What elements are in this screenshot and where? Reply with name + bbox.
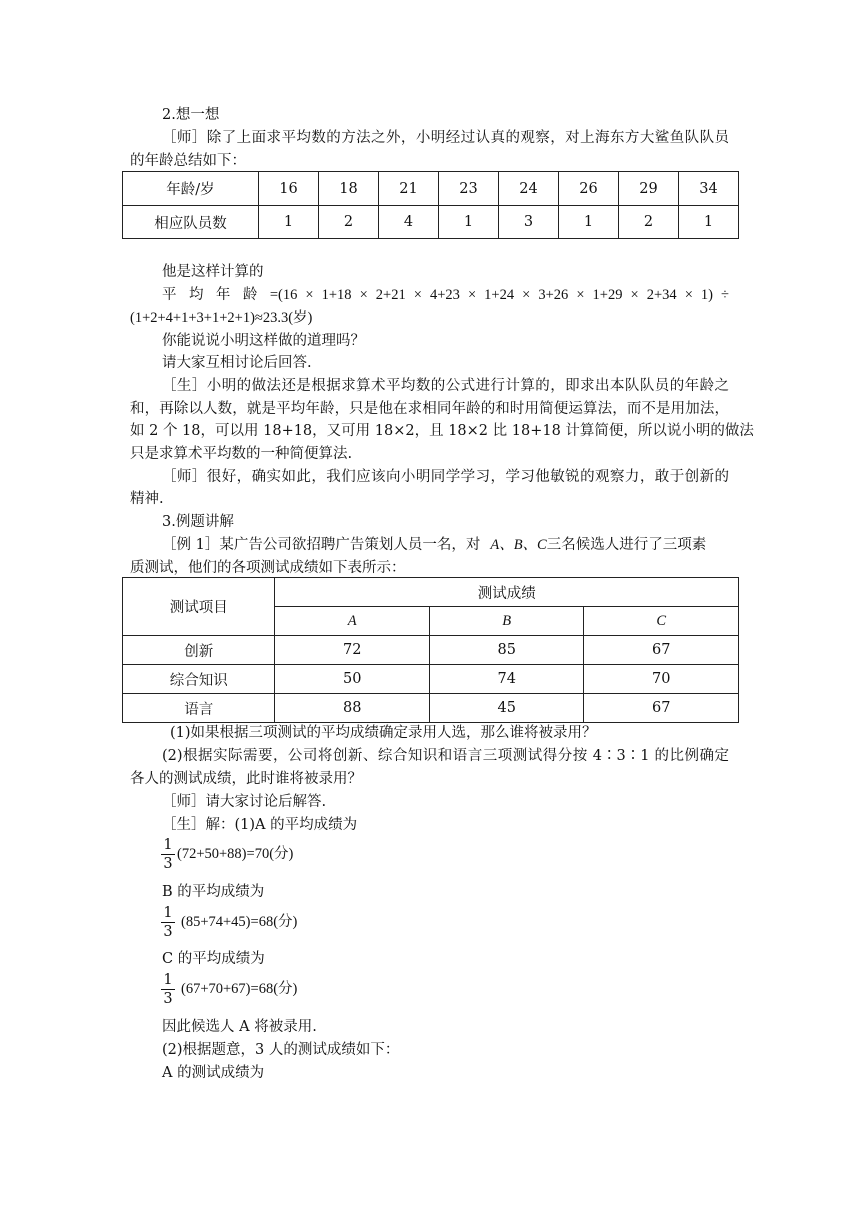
- teacher-reply-line-2: 精神.: [130, 491, 164, 507]
- candidate-b-header: B: [429, 607, 584, 636]
- c-average-label: C 的平均成绩为: [162, 951, 265, 967]
- test-item-cell: 综合知识: [123, 665, 275, 694]
- student-answer-line-1: ［生］小明的做法还是根据求算术平均数的公式进行计算的，即求出本队队员的年龄之: [162, 378, 729, 394]
- test-item-header: 测试项目: [123, 578, 275, 636]
- example-1-lead: ［例 1］某广告公司欲招聘广告策划人员一名，对: [162, 537, 481, 553]
- score-cell: 45: [429, 694, 584, 723]
- conclusion: 因此候选人 A 将被录用.: [162, 1019, 317, 1035]
- count-cell: 1: [559, 206, 619, 239]
- part-2-intro: (2)根据题意，3 人的测试成绩如下：: [162, 1042, 400, 1058]
- age-formula-line-2: (1+2+4+1+3+1+2+1)≈23.3(岁): [130, 310, 313, 326]
- count-cell: 2: [319, 206, 379, 239]
- candidate-c-header: C: [584, 607, 739, 636]
- a-score-label: A 的测试成绩为: [162, 1065, 265, 1081]
- age-cell: 29: [619, 172, 679, 206]
- fraction-numerator: 1: [161, 972, 175, 990]
- fraction-numerator: 1: [161, 837, 175, 855]
- age-row: [123, 172, 739, 206]
- score-cell: 72: [275, 636, 430, 665]
- table-row: [123, 694, 739, 723]
- count-cell: 1: [259, 206, 319, 239]
- age-cell: 21: [379, 172, 439, 206]
- score-header-row: [123, 578, 739, 607]
- score-cell: 70: [584, 665, 739, 694]
- teacher-intro-line-1: ［师］除了上面求平均数的方法之外，小明经过认真的观察，对上海东方大鲨鱼队队员: [162, 130, 729, 146]
- candidate-a-header: A: [275, 607, 430, 636]
- example-1-tail: 三名候选人进行了三项素: [546, 537, 707, 553]
- teacher-intro-line-2: 的年龄总结如下：: [130, 153, 246, 169]
- section-3-title: 3.例题讲解: [162, 514, 234, 530]
- test-item-cell: 创新: [123, 636, 275, 665]
- count-row-label: 相应队员数: [123, 206, 259, 239]
- fraction-denominator: 3: [163, 924, 173, 940]
- score-cell: 74: [429, 665, 584, 694]
- calc-question-1: 你能说说小明这样做的道理吗？: [162, 333, 365, 349]
- score-table: [122, 577, 739, 723]
- student-answer-line-4: 只是求算术平均数的一种简便算法.: [130, 446, 353, 462]
- fraction-numerator: 1: [161, 905, 175, 923]
- b-average-label: B 的平均成绩为: [162, 884, 265, 900]
- a-average-expression: (72+50+88)=70(分): [177, 846, 294, 862]
- calc-intro: 他是这样计算的: [162, 264, 264, 280]
- question-1: (1)如果根据三项测试的平均成绩确定录用人选，那么谁将被录用？: [170, 725, 597, 741]
- b-average-expression: (85+74+45)=68(分): [181, 914, 298, 930]
- age-formula-line-1: 平 均 年 龄 =(16 × 1+18 × 2+21 × 4+23 × 1+24 × 3+26 × 1+29 × 2+34 × 1) ÷: [162, 287, 729, 303]
- age-cell: 34: [679, 172, 739, 206]
- test-score-header: 测试成绩: [275, 578, 739, 607]
- one-third-fraction: [161, 972, 175, 1008]
- example-1-candidates: A、B、C: [490, 537, 547, 553]
- question-2-line-2: 各人的测试成绩，此时谁将被录用？: [130, 771, 362, 787]
- test-item-cell: 语言: [123, 694, 275, 723]
- fraction-denominator: 3: [163, 991, 173, 1007]
- calc-question-2: 请大家互相讨论后回答.: [162, 355, 312, 371]
- score-cell: 50: [275, 665, 430, 694]
- example-1-line-1: [162, 535, 729, 555]
- section-2-title: 2.想一想: [162, 107, 220, 123]
- student-answer-line-2: 和，再除以人数，就是平均年龄，只是他在求相同年龄的和时用简便运算法，而不是用加法，: [130, 401, 729, 417]
- teacher-reply-line-1: ［师］很好，确实如此，我们应该向小明同学学习，学习他敏锐的观察力，敢于创新的: [162, 469, 729, 485]
- question-2-line-1: (2)根据实际需要，公司将创新、综合知识和语言三项测试得分按 4∶3∶1 的比例确定: [162, 748, 729, 764]
- age-cell: 16: [259, 172, 319, 206]
- score-cell: 67: [584, 636, 739, 665]
- student-answer-line-3: 如 2 个 18，可以用 18+18，又可用 18×2，且 18×2 比 18+18 计算简便，所以说小明的做法: [130, 423, 754, 439]
- c-average-expression: (67+70+67)=68(分): [181, 981, 298, 997]
- age-row-label: 年龄/岁: [123, 172, 259, 206]
- age-cell: 18: [319, 172, 379, 206]
- count-cell: 2: [619, 206, 679, 239]
- example-1-line-2: 质测试，他们的各项测试成绩如下表所示：: [130, 560, 406, 576]
- count-cell: 4: [379, 206, 439, 239]
- age-cell: 26: [559, 172, 619, 206]
- count-cell: 1: [679, 206, 739, 239]
- table-row: [123, 665, 739, 694]
- count-row: [123, 206, 739, 239]
- age-cell: 23: [439, 172, 499, 206]
- age-cell: 24: [499, 172, 559, 206]
- count-cell: 1: [439, 206, 499, 239]
- score-cell: 67: [584, 694, 739, 723]
- score-cell: 88: [275, 694, 430, 723]
- score-cell: 85: [429, 636, 584, 665]
- one-third-fraction: [161, 837, 175, 873]
- fraction-denominator: 3: [163, 856, 173, 872]
- table-row: [123, 636, 739, 665]
- count-cell: 3: [499, 206, 559, 239]
- one-third-fraction: [161, 905, 175, 941]
- solution-line-1: ［生］解：(1)A 的平均成绩为: [162, 817, 358, 833]
- teacher-prompt: ［师］请大家讨论后解答.: [162, 794, 327, 810]
- age-table: [122, 171, 739, 239]
